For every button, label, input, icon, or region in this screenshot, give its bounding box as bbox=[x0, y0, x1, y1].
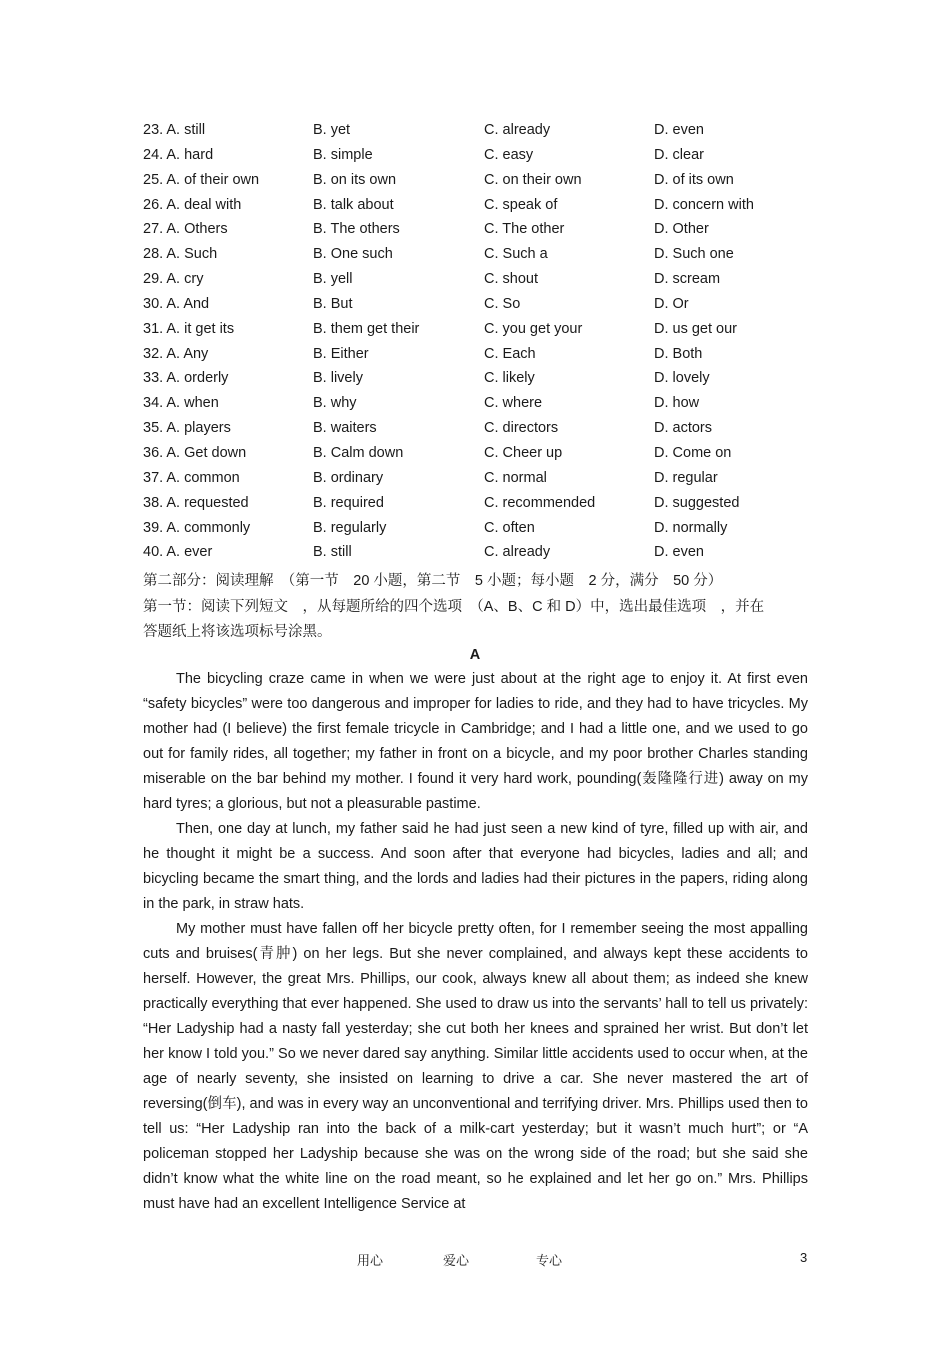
option-b: B. But bbox=[313, 295, 353, 312]
option-c: C. Each bbox=[484, 345, 536, 362]
option-b: B. still bbox=[313, 544, 352, 561]
option-b: B. Either bbox=[313, 345, 369, 362]
option-d: D. clear bbox=[654, 146, 704, 163]
footer-aixin: 爱心 bbox=[443, 1253, 470, 1268]
option-d: D. regular bbox=[654, 469, 718, 486]
option-d: D. lovely bbox=[654, 370, 710, 387]
option-b: B. them get their bbox=[313, 320, 420, 337]
part1-instruction-cont: 答题纸上将该选项标号涂黑。 bbox=[143, 624, 332, 640]
option-c: C. normal bbox=[484, 469, 547, 486]
option-c: C. easy bbox=[484, 146, 534, 163]
footer-yongxin: 用心 bbox=[357, 1253, 384, 1268]
option-c: C. on their own bbox=[484, 171, 582, 188]
option-c: C. Such a bbox=[484, 246, 548, 263]
option-b: B. yell bbox=[313, 271, 353, 288]
option-c: C. where bbox=[484, 395, 543, 412]
option-d: D. suggested bbox=[654, 494, 740, 511]
option-c: C. often bbox=[484, 519, 535, 536]
option-a: 38. A. requested bbox=[143, 494, 249, 511]
option-d: D. Other bbox=[654, 221, 709, 238]
option-c: C. The other bbox=[484, 221, 565, 238]
option-a: 36. A. Get down bbox=[143, 444, 247, 461]
paragraph-3: My mother must have fallen off her bicycle pretty often, for I remember seeing the most appalling cuts and bruises(青肿) on her legs. But she never complained, and always kept these accidents to herself. However, the great Mrs. Phillips, our cook, always knew all about them; as indeed she knew practically everything that ever happened. She used to draw us into the servants’ hall to tell us privately: “Her Ladyship had a nasty fall yesterday; she cut both her knees and sprained her wrist. But don’t let her know I told you.” So we never dared say anything. Similar little accidents used to occur when, at the age of nearly seventy, she insisted on learning to drive a car. She never mastered the art of reversing(倒车), and was in every way an unconventional and terrifying driver. Mrs. Phillips used then to tell us: “Her Ladyship ran into the back of a milk-cart yesterday; but it wasn’t much hurt”; or “A policeman stopped her Ladyship because she was on the wrong side of the road; but she said she didn’t know what the white line on the road meant, so he explained and let her go on.” Mrs. Phillips must have had an excellent Intelligence Service at bbox=[143, 921, 808, 1212]
option-b: B. yet bbox=[313, 122, 351, 138]
option-b: B. waiters bbox=[313, 420, 377, 437]
option-d: D. concern with bbox=[654, 196, 754, 213]
option-d: D. scream bbox=[654, 271, 721, 288]
option-d: D. Such one bbox=[654, 246, 734, 263]
option-d: D. even bbox=[654, 544, 704, 561]
option-d: D. Both bbox=[654, 345, 703, 362]
option-a: 35. A. players bbox=[143, 420, 231, 437]
part2-heading: 第二部分：阅读理解 （第一节 20 小题，第二节 5 小题；每小题 2 分，满分 50 分） bbox=[143, 573, 723, 589]
option-a: 40. A. ever bbox=[143, 544, 213, 561]
option-c: C. already bbox=[484, 544, 551, 561]
option-a: 28. A. Such bbox=[143, 246, 218, 263]
option-a: 39. A. commonly bbox=[143, 519, 251, 536]
option-d: D. Come on bbox=[654, 444, 732, 461]
option-b: B. on its own bbox=[313, 171, 397, 188]
paragraph-1: The bicycling craze came in when we were just about at the right age to enjoy it. At first even “safety bicycles” were too dangerous and improper for ladies to ride, and they had to have tricycles. My mother had (I believe) the first female tricycle in Cambridge; and I had a little one, and we used to go out for family rides, all together; my father in front on a bicycle, and my poor brother Charles standing miserable on the bar behind my mother. I found it very hard work, pounding(轰隆隆行进) away on my hard tyres; a glorious, but not a pleasurable pastime. bbox=[143, 671, 808, 812]
option-b: B. why bbox=[313, 395, 357, 412]
option-c: C. Cheer up bbox=[484, 444, 563, 461]
option-b: B. The others bbox=[313, 221, 400, 238]
option-b: B. lively bbox=[313, 370, 363, 387]
option-a: 30. A. And bbox=[143, 295, 210, 312]
option-d: D. actors bbox=[654, 420, 713, 437]
option-a: 32. A. Any bbox=[143, 345, 209, 362]
option-a: 24. A. hard bbox=[143, 146, 214, 163]
option-d: D. Or bbox=[654, 295, 689, 312]
option-c: C. speak of bbox=[484, 196, 558, 213]
option-a: 34. A. when bbox=[143, 395, 219, 412]
passage-title: A bbox=[469, 647, 481, 663]
option-c: C. recommended bbox=[484, 494, 596, 511]
option-d: D. even bbox=[654, 122, 704, 138]
option-b: B. talk about bbox=[313, 196, 394, 213]
option-a: 25. A. of their own bbox=[143, 171, 260, 188]
option-d: D. us get our bbox=[654, 320, 738, 337]
passage-body bbox=[143, 667, 808, 1217]
option-c: C. already bbox=[484, 122, 551, 138]
option-d: D. normally bbox=[654, 519, 728, 536]
option-b: B. Calm down bbox=[313, 444, 404, 461]
option-a: 23. A. still bbox=[143, 122, 206, 138]
option-a: 29. A. cry bbox=[143, 271, 204, 288]
option-c: C. likely bbox=[484, 370, 535, 387]
option-c: C. directors bbox=[484, 420, 559, 437]
option-c: C. shout bbox=[484, 271, 538, 288]
option-b: B. simple bbox=[313, 146, 373, 163]
footer-zhuanxin: 专心 bbox=[536, 1253, 563, 1268]
option-b: B. required bbox=[313, 494, 384, 511]
option-b: B. One such bbox=[313, 246, 393, 263]
option-b: B. ordinary bbox=[313, 469, 384, 486]
page-number: 3 bbox=[800, 1250, 808, 1265]
option-d: D. how bbox=[654, 395, 700, 412]
paragraph-2: Then, one day at lunch, my father said he had just seen a new kind of tyre, filled up with air, and he thought it might be a success. And soon after that everyone had bicycles, ladies and all; and bicycling became the smart thing, and the lords and ladies had their pictures in the papers, riding along in the park, in straw hats. bbox=[143, 821, 808, 912]
option-a: 33. A. orderly bbox=[143, 370, 229, 387]
option-a: 37. A. common bbox=[143, 469, 240, 486]
option-a: 27. A. Others bbox=[143, 221, 228, 238]
part1-instruction: 第一节：阅读下列短文 ，从每题所给的四个选项 （A、B、C 和 D）中，选出最佳选项 ，并在 bbox=[143, 599, 765, 615]
option-a: 31. A. it get its bbox=[143, 320, 235, 337]
option-c: C. So bbox=[484, 295, 521, 312]
option-a: 26. A. deal with bbox=[143, 196, 242, 213]
option-d: D. of its own bbox=[654, 171, 734, 188]
option-b: B. regularly bbox=[313, 519, 387, 536]
option-c: C. you get your bbox=[484, 320, 583, 337]
